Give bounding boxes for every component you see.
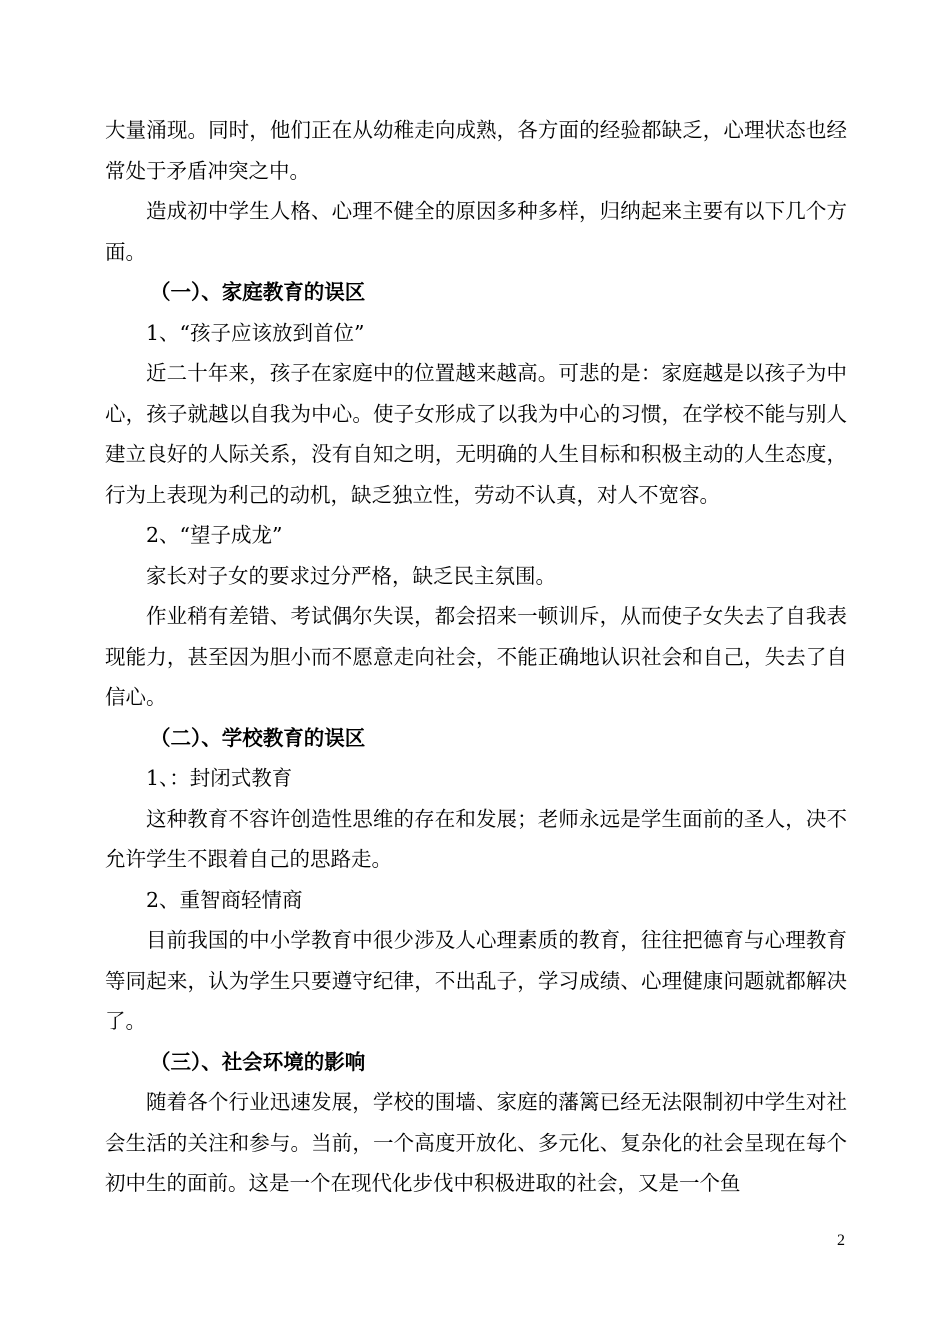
- page-number: 2: [837, 1232, 845, 1249]
- paragraph-child-centered: 近二十年来，孩子在家庭中的位置越来越高。可悲的是：家庭越是以孩子为中心，孩子就越以自我为中心。使子女形成了以我为中心的习惯，在学校不能与别人建立良好的人际关系，没有自知之明，无明确的人生目标和积极主动的人生态度，行为上表现为利己的动机，缺乏独立性，劳动不认真，对人不宽容。: [105, 361, 847, 507]
- paragraph-strict-parents: 家长对子女的要求过分严格，缺乏民主氛围。: [146, 563, 556, 588]
- paragraph-scolding: 作业稍有差错、考试偶尔失误，都会招来一顿训斥，从而使子女失去了自我表现能力，甚至因为胆小而不愿意走向社会，不能正确地认识社会和自己，失去了自信心。: [105, 604, 847, 709]
- document-body: [105, 110, 847, 1204]
- section-heading-school: （二）、学校教育的误区: [150, 725, 366, 750]
- subheading-closed-education: 1、：封闭式教育: [146, 766, 293, 790]
- subheading-iq-over-eq: 2、重智商轻情商: [146, 887, 303, 912]
- subheading-high-expectations: 2、“望子成龙”: [146, 523, 283, 547]
- paragraph-society: 随着各个行业迅速发展，学校的围墙、家庭的藩篱已经无法限制初中学生对社会生活的关注和参与。当前，一个高度开放化、多元化、复杂化的社会呈现在每个初中生的面前。这是一个在现代化步伐中积极进取的社会，又是一个鱼: [105, 1090, 847, 1195]
- section-heading-society: （三）、社会环境的影响: [150, 1049, 366, 1074]
- paragraph-closed-education: 这种教育不容许创造性思维的存在和发展；老师永远是学生面前的圣人，决不允许学生不跟着自己的思路走。: [105, 806, 847, 871]
- paragraph-iq-over-eq: 目前我国的中小学教育中很少涉及人心理素质的教育，往往把德育与心理教育等同起来，认为学生只要遵守纪律，不出乱子，学习成绩、心理健康问题就都解决了。: [105, 928, 847, 1033]
- paragraph-continuation: 大量涌现。同时，他们正在从幼稚走向成熟，各方面的经验都缺乏，心理状态也经常处于矛盾冲突之中。: [105, 118, 847, 183]
- section-heading-family: （一）、家庭教育的误区: [150, 280, 366, 304]
- paragraph-intro: 造成初中学生人格、心理不健全的原因多种多样，归纳起来主要有以下几个方面。: [105, 199, 847, 264]
- subheading-child-first: 1、“孩子应该放到首位”: [146, 320, 365, 345]
